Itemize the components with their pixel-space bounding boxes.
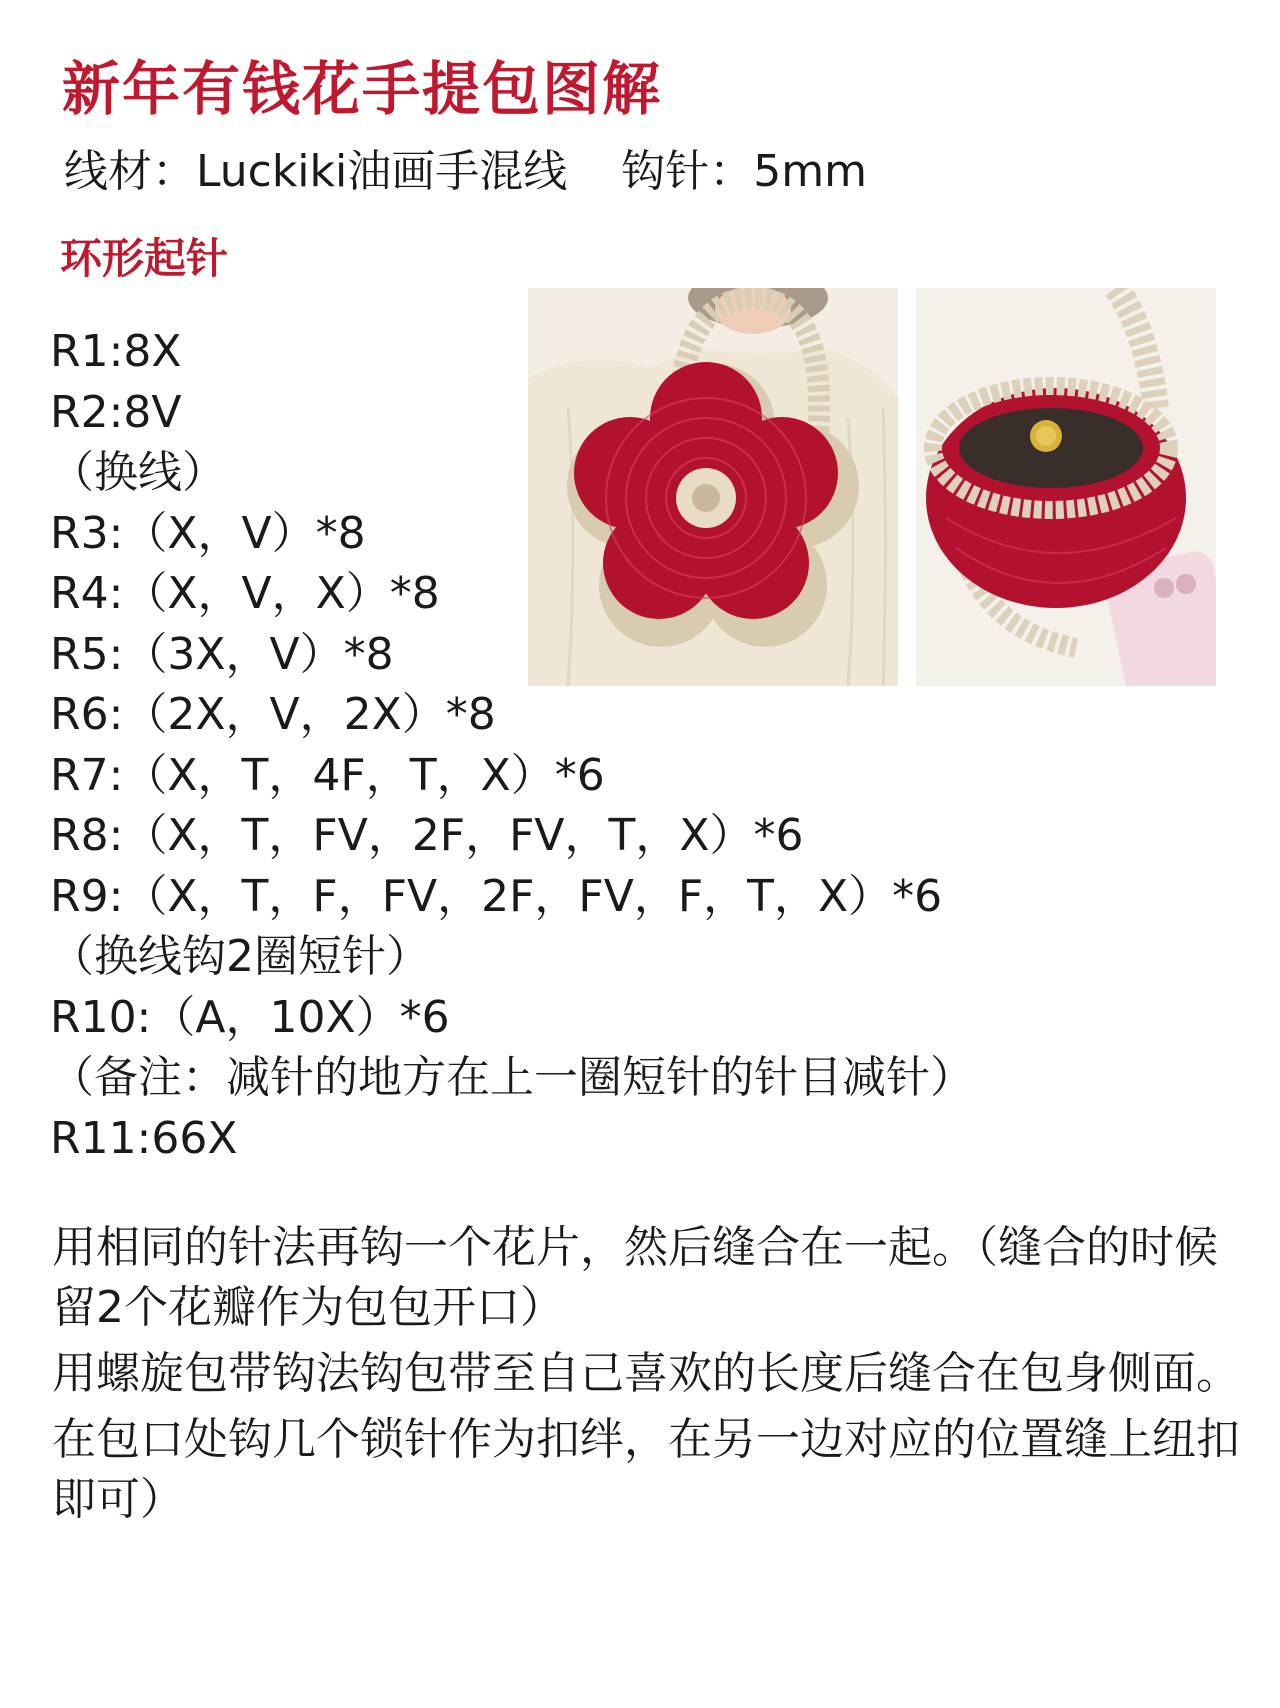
round-item: R1:8X — [50, 326, 182, 377]
start-method-heading: 环形起针 — [60, 234, 229, 283]
instructions — [52, 1218, 1252, 1536]
instruction-paragraph: 用相同的针法再钩一个花片，然后缝合在一起。（缝合的时候留2个花瓣作为包包开口） — [52, 1222, 1218, 1333]
round-item: （备注：减针的地方在上一圈短针的针目减针） — [50, 1052, 974, 1103]
round-item: R8:（X，T，FV，2F，FV，T，X）*6 — [50, 810, 804, 861]
instruction-paragraph: 在包口处钩几个锁针作为扣绊，在另一边对应的位置缝上纽扣即可） — [52, 1414, 1240, 1525]
instruction-paragraph: 用螺旋包带钩法钩包带至自己喜欢的长度后缝合在包身侧面。 — [52, 1348, 1240, 1399]
round-item: R2:8V — [50, 386, 182, 438]
bag-side-photo — [916, 288, 1216, 686]
round-item: R5:（3X，V）*8 — [50, 628, 394, 680]
round-item: R4:（X，V，X）*8 — [50, 568, 440, 619]
round-item: （换线钩2圈短针） — [50, 931, 430, 982]
round-item: R11:66X — [50, 1112, 238, 1164]
materials-line — [64, 146, 867, 199]
round-item: R9:（X，T，F，FV，2F，FV，F，T，X）*6 — [50, 870, 943, 922]
page-title: 新年有钱花手提包图解 — [62, 55, 663, 123]
round-item: R6:（2X，V，2X）*8 — [50, 689, 496, 740]
round-item: R3:（X，V）*8 — [50, 507, 366, 559]
yarn-info: 线材：Luckiki油画手混线 — [64, 146, 568, 197]
hook-info: 钩针：5mm — [621, 146, 867, 197]
bag-front-photo — [528, 288, 898, 686]
round-item: （换线） — [50, 447, 226, 498]
round-item: R7:（X，T，4F，T，X）*6 — [50, 749, 605, 801]
round-item: R10:（A，10X）*6 — [50, 991, 450, 1043]
